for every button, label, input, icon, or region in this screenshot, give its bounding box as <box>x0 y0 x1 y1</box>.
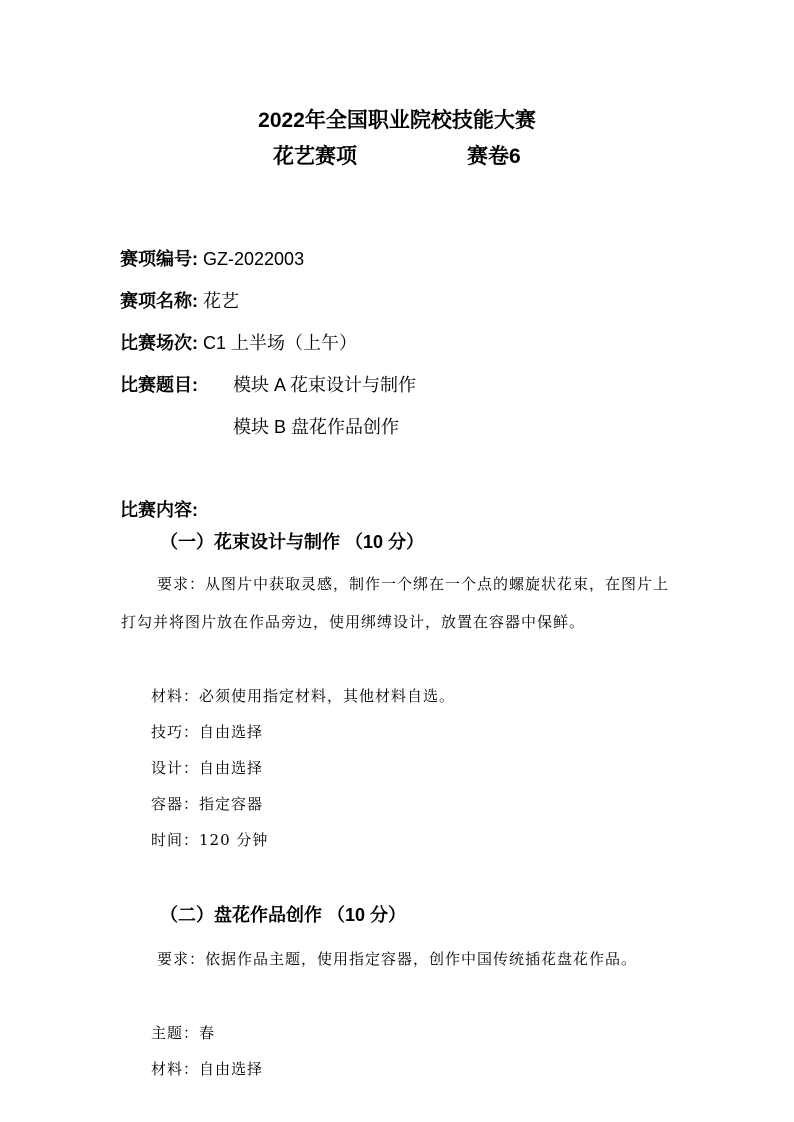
subtitle-paper: 赛卷6 <box>467 145 521 168</box>
section2-theme: 主题：春 <box>151 1024 216 1042</box>
section2-requirement: 要求：依据作品主题，使用指定容器，创作中国传统插花盘花作品。 <box>157 950 638 968</box>
content-heading: 比赛内容: <box>120 500 198 520</box>
meta-name-row <box>120 287 239 315</box>
section1-materials: 材料：必须使用指定材料，其他材料自选。 <box>151 687 456 705</box>
meta-topics-row <box>120 371 198 399</box>
section1-container: 容器：指定容器 <box>151 795 264 813</box>
section1-requirement: 要求：从图片中获取灵感，制作一个绑在一个点的螺旋状花束，在图片上打勾并将图片放在作品旁边，使用绑缚设计，放置在容器中保鲜。 <box>121 575 670 631</box>
module-b: 模块 B 盘花作品创作 <box>233 417 400 437</box>
meta-session-label: 比赛场次: <box>120 333 198 353</box>
section1-technique: 技巧：自由选择 <box>151 723 264 741</box>
meta-code-row <box>120 245 304 273</box>
meta-code-value: GZ-2022003 <box>203 249 305 269</box>
meta-name-value: 花艺 <box>203 291 240 311</box>
meta-topics-label: 比赛题目: <box>120 375 198 395</box>
meta-session-value: C1 上半场（上午） <box>203 333 358 353</box>
subtitle-event: 花艺赛项 <box>273 145 357 168</box>
section2-title: （二）盘花作品创作 （10 分） <box>160 905 407 925</box>
meta-code-label: 赛项编号: <box>120 249 198 269</box>
meta-name-label: 赛项名称: <box>120 291 198 311</box>
module-a: 模块 A 花束设计与制作 <box>233 375 417 395</box>
section1-time: 时间：120 分钟 <box>151 831 269 849</box>
section1-title: （一）花束设计与制作 （10 分） <box>160 532 425 552</box>
section2-materials: 材料：自由选择 <box>151 1060 264 1078</box>
section1-design: 设计：自由选择 <box>151 759 264 777</box>
meta-session-row <box>120 329 357 357</box>
document-title: 2022年全国职业院校技能大赛 <box>258 109 536 132</box>
